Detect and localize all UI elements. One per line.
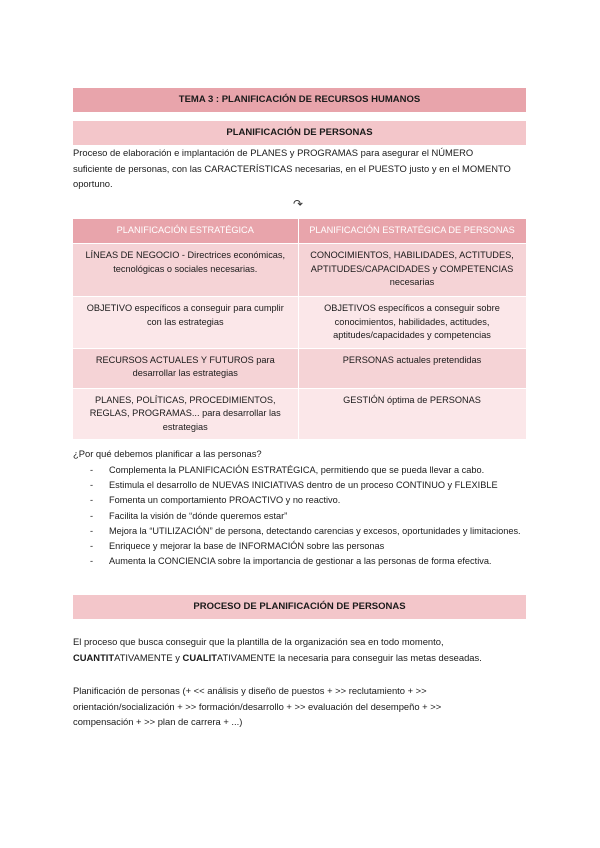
- why-question: ¿Por qué debemos planificar a las personas?: [73, 448, 262, 459]
- planning-line: compensación + >> plan de carrera + ...): [73, 716, 243, 727]
- page-title-band: [73, 88, 526, 112]
- table-cell: OBJETIVO específicos a conseguir para cumplir con las estrategias: [73, 297, 298, 349]
- list-item: - Complementa la PLANIFICACIÓN ESTRATÉGICA, permitiendo que se pueda llevar a cabo.: [90, 463, 530, 478]
- section-title: PROCESO DE PLANIFICACIÓN DE PERSONAS: [193, 601, 406, 612]
- definition-paragraph: [73, 145, 528, 192]
- list-item: - Mejora la “UTILIZACIÓN” de persona, detectando carencias y excesos, oportunidades y limitaciones.: [90, 524, 530, 539]
- section-header-proceso: [73, 595, 526, 619]
- table-header-row: [73, 219, 526, 244]
- page-title: TEMA 3 : PLANIFICACIÓN DE RECURSOS HUMANOS: [178, 94, 421, 105]
- list-item: - Estimula el desarrollo de NUEVAS INICIATIVAS dentro de un proceso CONTINUO y FLEXIBLE: [90, 478, 530, 493]
- definition-line: oportuno.: [73, 178, 113, 189]
- table-cell: LÍNEAS DE NEGOCIO - Directrices económicas, tecnológicas o sociales necesarias.: [73, 244, 298, 297]
- bold-term: CUANTIT: [73, 651, 115, 663]
- table-cell: GESTIÓN óptima de PERSONAS: [298, 388, 526, 439]
- list-item: - Enriquece y mejorar la base de INFORMACIÓN sobre las personas: [90, 539, 530, 554]
- table-cell: CONOCIMIENTOS, HABILIDADES, ACTITUDES, APTITUDES/CAPACIDADES y COMPETENCIAS necesarias: [298, 244, 526, 297]
- table-row: [73, 348, 526, 388]
- table-row: [73, 297, 526, 349]
- column-header: PLANIFICACIÓN ESTRATÉGICA: [73, 219, 298, 244]
- benefits-list: [90, 463, 530, 569]
- bold-term: CUALIT: [182, 651, 217, 663]
- list-item: - Facilita la visión de “dónde queremos estar”: [90, 509, 530, 524]
- definition-line: suficiente de personas, con las CARACTERÍSTICAS necesarias, en el PUESTO justo y en el MOMENTO: [73, 162, 511, 174]
- table-cell: PLANES, POLÍTICAS, PROCEDIMIENTOS, REGLAS, PROGRAMAS... para desarrollar las estrategias: [73, 388, 298, 439]
- comparison-table: [73, 219, 527, 439]
- planning-sequence: [73, 683, 528, 730]
- curved-arrow-icon: ↷: [293, 197, 304, 211]
- table-row: [73, 244, 526, 297]
- section-title: PLANIFICACIÓN DE PERSONAS: [226, 127, 373, 138]
- table-cell: RECURSOS ACTUALES Y FUTUROS para desarrollar las estrategias: [73, 348, 298, 388]
- planning-line: orientación/socialización + >> formación/desarrollo + >> evaluación del desempeño + >>: [73, 700, 442, 712]
- definition-line: Proceso de elaboración e implantación de PLANES y PROGRAMAS para asegurar el NÚMERO: [73, 147, 474, 158]
- table-row: [73, 388, 526, 439]
- section-header-planificacion-personas: [73, 121, 526, 145]
- intro-line: El proceso que busca conseguir que la plantilla de la organización sea en todo momento,: [73, 636, 444, 647]
- planning-line: Planificación de personas (+ << análisis y diseño de puestos + >> reclutamiento + >>: [73, 685, 427, 696]
- intro-line-2: CUANTITATIVAMENTE y CUALITATIVAMENTE la necesaria para conseguir las metas deseadas.: [73, 651, 482, 663]
- list-item: - Aumenta la CONCIENCIA sobre la importancia de gestionar a las personas de forma efectiva.: [90, 554, 530, 569]
- column-header: PLANIFICACIÓN ESTRATÉGICA DE PERSONAS: [298, 219, 526, 244]
- table-cell: OBJETIVOS específicos a conseguir sobre conocimientos, habilidades, actitudes, aptitudes/capacidades y competencias: [298, 297, 526, 349]
- process-intro: [73, 634, 528, 665]
- list-item: - Fomenta un comportamiento PROACTIVO y no reactivo.: [90, 493, 530, 508]
- table-cell: PERSONAS actuales pretendidas: [298, 348, 526, 388]
